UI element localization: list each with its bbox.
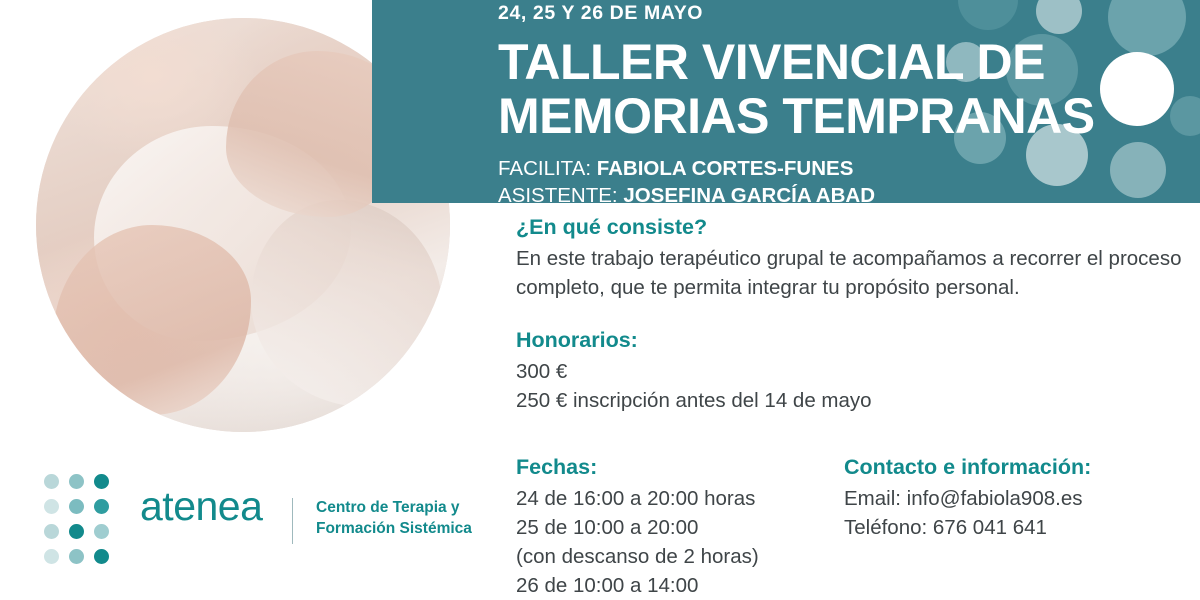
dates-line: (con descanso de 2 horas) bbox=[516, 545, 759, 569]
main-content bbox=[516, 215, 1186, 415]
content-spacer bbox=[516, 302, 1186, 328]
dates-heading: Fechas: bbox=[516, 455, 598, 479]
logo-dot-grid-icon bbox=[44, 474, 124, 578]
header-banner bbox=[372, 0, 1200, 203]
logo-divider bbox=[292, 498, 293, 544]
about-paragraph: En este trabajo terapéutico grupal te acompañamos a recorrer el proceso completo, que te permita integrar tu propósito personal. bbox=[516, 247, 1182, 300]
facilitator-line bbox=[498, 155, 1138, 182]
dates-section bbox=[516, 455, 844, 600]
about-heading: ¿En qué consiste? bbox=[516, 215, 708, 239]
bottom-columns bbox=[516, 455, 1200, 600]
contact-section bbox=[844, 455, 1200, 600]
assistant-name: JOSEFINA GARCÍA ABAD bbox=[623, 184, 876, 203]
fees-heading: Honorarios: bbox=[516, 328, 638, 353]
facilitator-name: FABIOLA CORTES-FUNES bbox=[596, 157, 854, 180]
contact-email[interactable]: Email: info@fabiola908.es bbox=[844, 487, 1083, 510]
photo-shape-blanket bbox=[251, 200, 441, 407]
fees-line-2: 250 € inscripción antes del 14 de mayo bbox=[516, 389, 872, 413]
header-text-block bbox=[498, 0, 1138, 203]
header-credits bbox=[498, 155, 1138, 203]
dates-line: 24 de 16:00 a 20:00 horas bbox=[516, 487, 756, 510]
fees-section bbox=[516, 328, 1186, 415]
contact-heading: Contacto e información: bbox=[844, 455, 1092, 479]
logo-tagline-line1: Centro de Terapia y bbox=[316, 499, 460, 516]
assistant-label: ASISTENTE: bbox=[498, 184, 618, 203]
atenea-logo bbox=[44, 470, 472, 580]
dates-line: 26 de 10:00 a 14:00 bbox=[516, 574, 699, 598]
dates-line: 25 de 10:00 a 20:00 bbox=[516, 516, 699, 540]
logo-tagline bbox=[316, 498, 486, 540]
header-title-line1: TALLER VIVENCIAL DE bbox=[498, 34, 1046, 90]
logo-name: atenea bbox=[140, 483, 263, 529]
logo-tagline-line2: Formación Sistémica bbox=[316, 519, 472, 537]
header-date-kicker: 24, 25 Y 26 DE MAYO bbox=[498, 2, 704, 24]
photo-shape-arm bbox=[53, 225, 252, 415]
logo-wordmark bbox=[140, 483, 263, 529]
fees-line-1: 300 € bbox=[516, 360, 568, 384]
header-title-line2: MEMORIAS TEMPRANAS bbox=[498, 88, 1095, 144]
facilitator-label: FACILITA: bbox=[498, 157, 592, 180]
header-title bbox=[498, 35, 1138, 143]
about-section bbox=[516, 215, 1186, 302]
assistant-line bbox=[498, 182, 1138, 203]
contact-phone[interactable]: Teléfono: 676 041 641 bbox=[844, 516, 1047, 540]
